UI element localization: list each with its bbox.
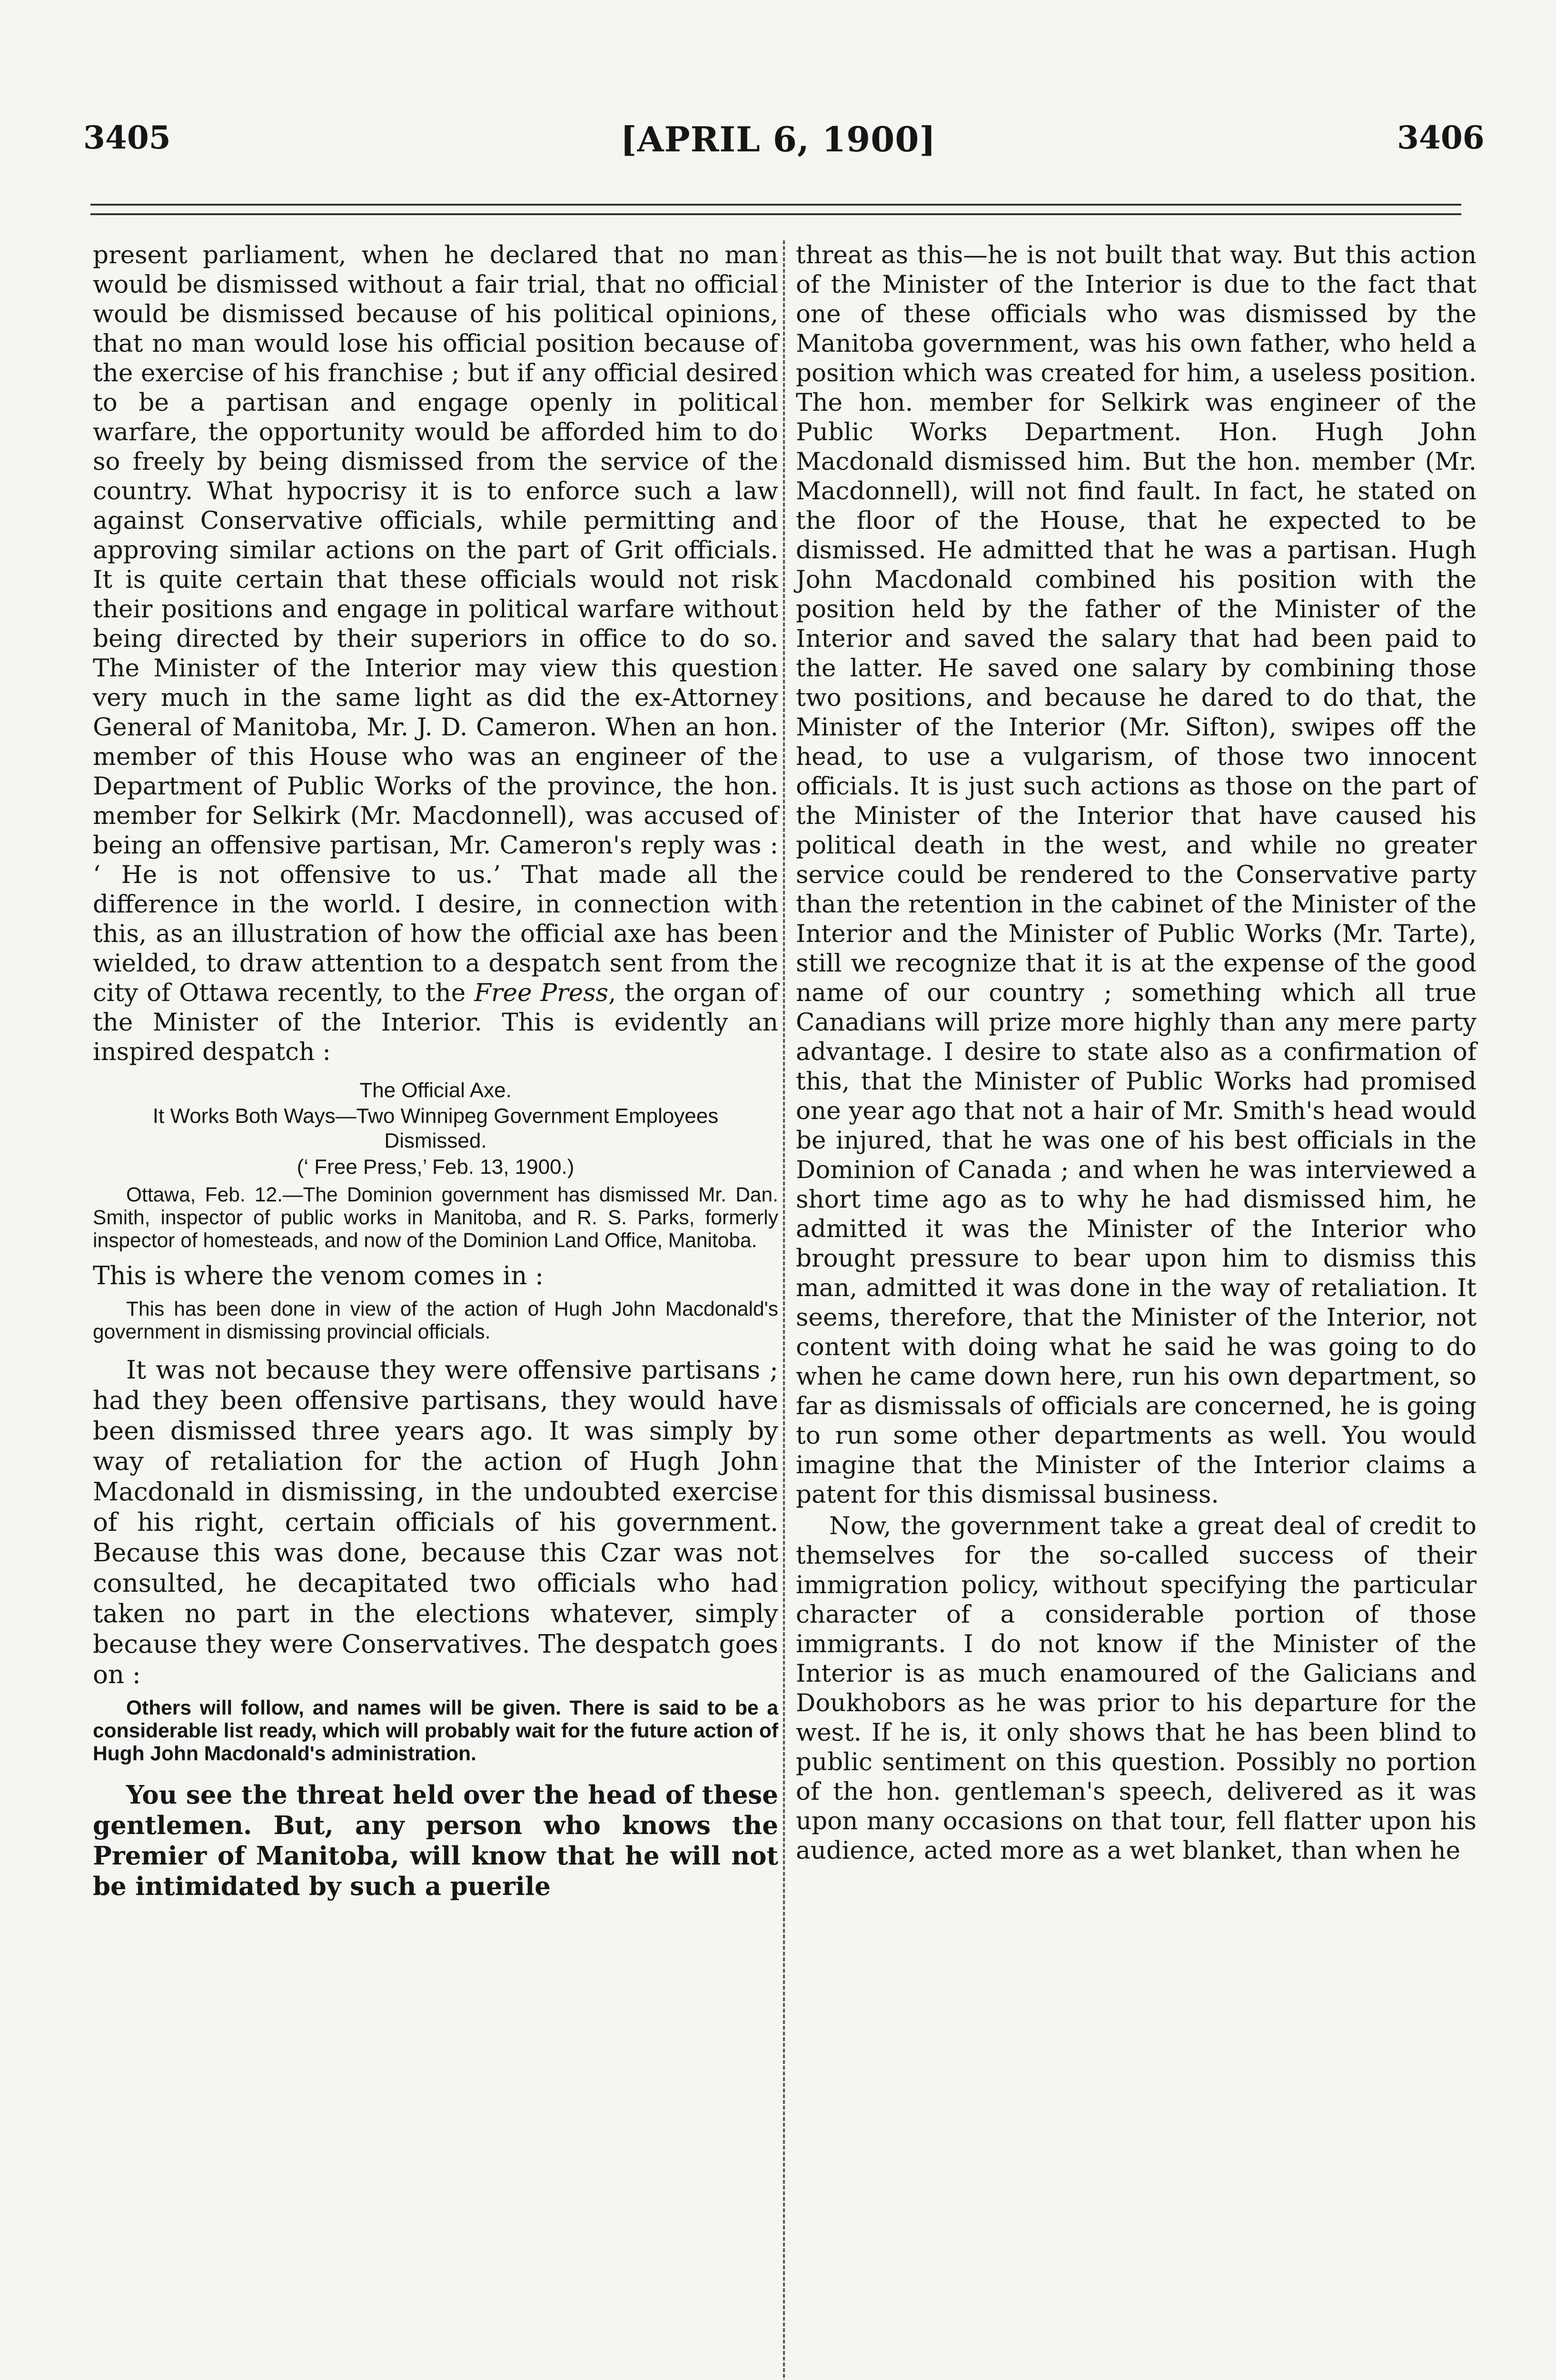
left-paragraph-2: It was not because they were offensive partisans ; had they been offensive partisans, they would have been dismissed three years ago. It was simply by way of retaliation for the action of Hugh John Macdonald in dismissing, in the undoubted exercise of his right, certain officials of his government. Because this was done, because this Czar was not consulted, he decapitated two officials who had taken no part in the elections whatever, simply because they were Conservatives. The despatch goes on : — [93, 1356, 778, 1689]
page-number-left: 3405 — [83, 119, 171, 156]
header-rule-bottom — [90, 213, 1461, 215]
left-paragraph-3: You see the threat held over the head of these gentlemen. But, any person who knows the Premier of Manitoba, will know that he will not be intimidated by such a puerile — [93, 1780, 778, 1901]
quote-subtitle: It Works Both Ways—Two Winnipeg Government Employees Dismissed. — [152, 1104, 719, 1152]
page-date: [APRIL 6, 1900] — [620, 119, 936, 159]
right-paragraph-1: threat as this—he is not built that way. But this action of the Minister of the Interior is due to the fact that one of these officials who was dismissed by the Manitoba government, was his own father, who held a position which was created for him, a useless position. The hon. member for Selkirk was engineer of the Public Works Department. Hon. Hugh John Macdonald dismissed him. But the hon. member (Mr. Macdonnell), will not find fault. In fact, he stated on the floor of the House, that he expected to be dismissed. He admitted that he was a partisan. Hugh John Macdonald combined his position with the position held by the father of the Minister of the Interior and saved the salary that had been paid to the latter. He saved one salary by combining those two positions, and because he dared to do that, the Minister of the Interior (Mr. Sifton), swipes off the head, to use a vulgarism, of those two innocent officials. It is just such actions as those on the part of the Minister of the Interior that have caused his political death in the west, and while no greater service could be rendered to the Conservative party than the retention in the cabinet of the Minister of the Interior and the Minister of Public Works (Mr. Tarte), still we recognize that it is at the expense of the good name of our country ; something which all true Canadians will prize more highly than any mere party advantage. I desire to state also as a confirmation of this, that the Minister of Public Works had promised one year ago that not a hair of Mr. Smith's head would be injured, that he was one of his best officials in the Dominion of Canada ; and when he was interviewed a short time ago as to why he had dismissed him, he admitted it was the Minister of the Interior who brought pressure to bear upon him to dismiss this man, admitted it was done in the way of retaliation. It seems, therefore, that the Minister of the Interior, not content with doing what he said he was going to do when he came down here, run his own department, so far as dismissals of officials are concerned, he is going to run some other departments as well. You would imagine that the Minister of the Interior claims a patent for this dismissal business. — [796, 241, 1477, 1509]
header-rule-top — [90, 204, 1461, 206]
quote-date: (‘ Free Press,’ Feb. 13, 1900.) — [297, 1155, 575, 1179]
quote-body: Ottawa, Feb. 12.—The Dominion government has dismissed Mr. Dan. Smith, inspector of public works in Manitoba, and R. S. Parks, formerly inspector of homesteads, and now of the Dominion Land Office, Manitoba. — [93, 1184, 778, 1252]
quote-3: Others will follow, and names will be given. There is said to be a considerable list ready, which will probably wait for the future action of Hugh John Macdonald's administration. — [93, 1697, 778, 1765]
quoted-despatch — [93, 1077, 778, 1252]
page-number-right: 3406 — [1397, 119, 1485, 156]
right-paragraph-2: Now, the government take a great deal of credit to themselves for the so-called success of their immigration policy, without specifying the particular character of a considerable portion of those immigrants. I do not know if the Minister of the Interior is as much enamoured of the Galicians and Doukhobors as he was prior to his departure for the west. If he is, it only shows that he has been blind to public sentiment on this question. Possibly no portion of the hon. gentleman's speech, delivered as it was upon many occasions on that tour, fell flatter upon his audience, acted more as a wet blanket, than when he — [796, 1512, 1477, 1865]
right-column — [796, 240, 1477, 1865]
quote-title: The Official Axe. — [359, 1079, 512, 1102]
left-venom-line: This is where the venom comes in : — [93, 1261, 544, 1290]
newspaper-title: Free Press — [474, 979, 609, 1007]
left-paragraph-1: present parliament, when he declared that no man would be dismissed without a fair trial, that no official would be dismissed because of his political opinions, that no man would lose his official position because of the exercise of his franchise ; but if any official desired to be a partisan and engage openly in political warfare, the opportunity would be afforded him to do so freely by being dismissed from the service of the country. What hypocrisy it is to enforce such a law against Conservative officials, while permitting and approving similar actions on the part of Grit officials. It is quite certain that these officials would not risk their positions and engage in political warfare without being directed by their superiors in office to do so. The Minister of the Interior may view this question very much in the same light as did the ex-Attorney General of Manitoba, Mr. J. D. Cameron. When an hon. member of this House who was an engineer of the Department of Public Works of the province, the hon. member for Selkirk (Mr. Macdonnell), was accused of being an offensive partisan, Mr. Cameron's reply was : ‘ He is not offensive to us.’ That made all the difference in the world. I desire, in connection with this, as an illustration of how the official axe has been wielded, to draw attention to a despatch sent from the city of Ottawa recently, to the Free Press, the organ of the Minister of the Interior. This is evidently an inspired despatch : — [93, 241, 778, 1066]
quote-2: This has been done in view of the action of Hugh John Macdonald's government in dismissing provincial officials. — [93, 1298, 778, 1343]
column-divider — [783, 240, 785, 2380]
left-column — [93, 240, 778, 1902]
page-header — [0, 0, 1556, 190]
